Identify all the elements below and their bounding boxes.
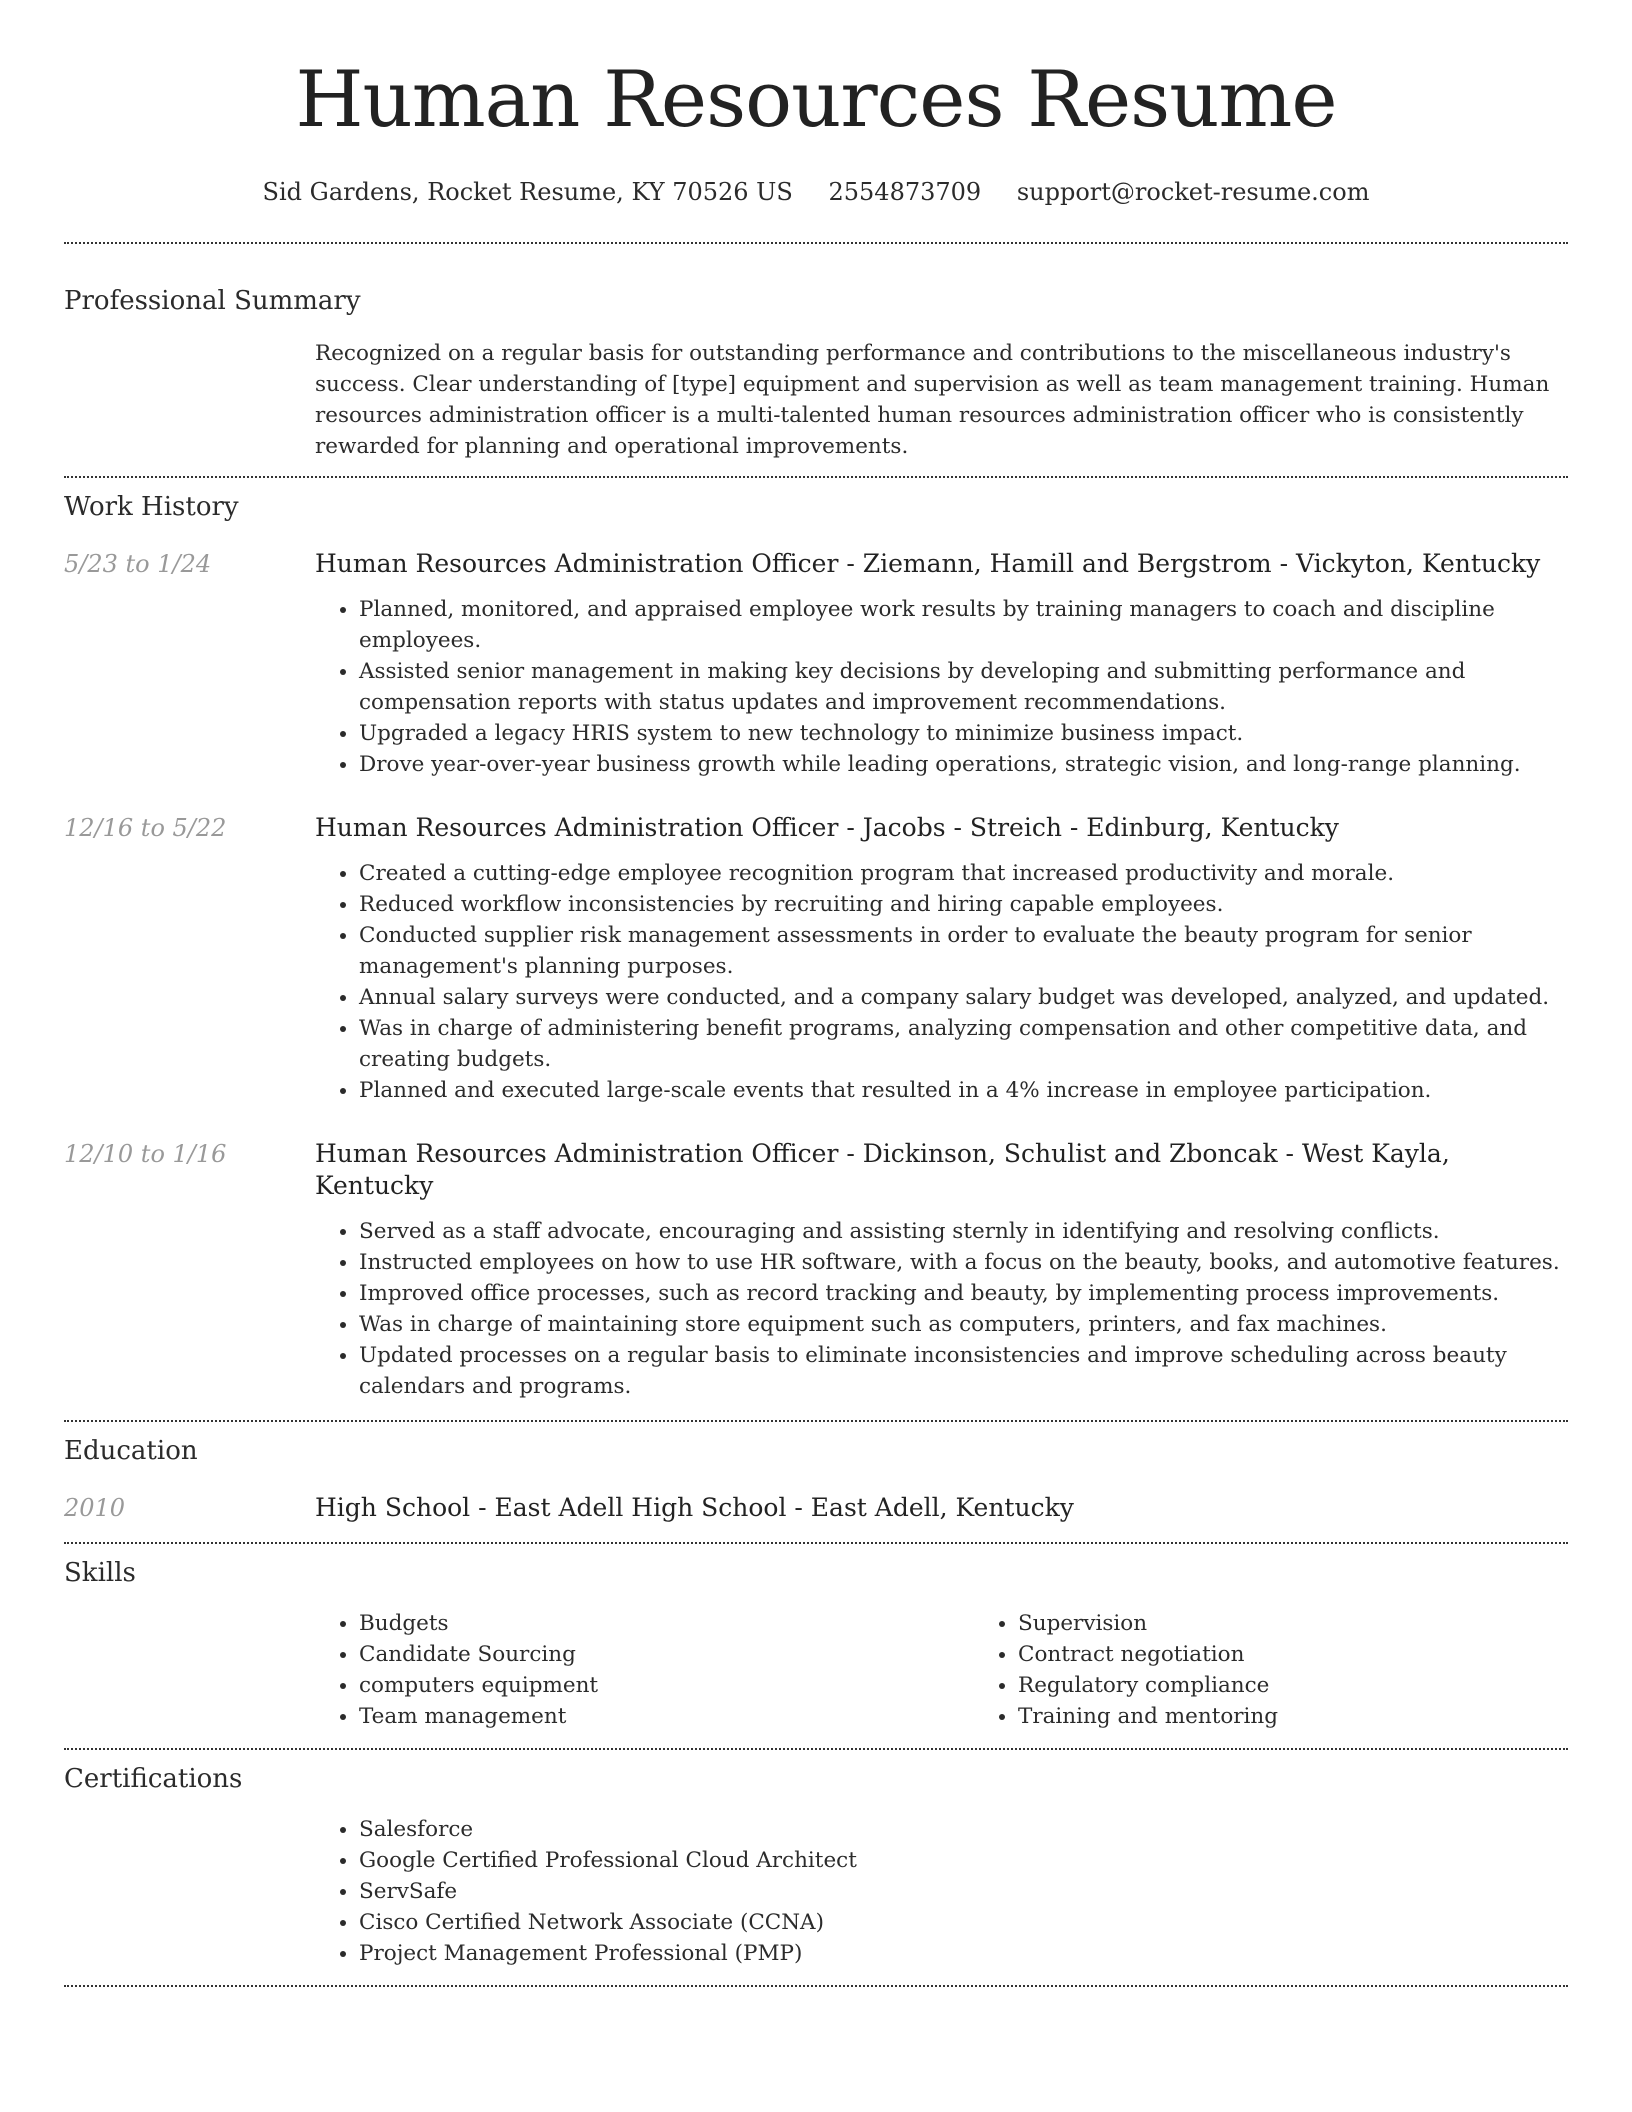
certification-item: • Project Management Professional (PMP) (359, 1938, 1568, 1969)
list-item: • Drove year-over-year business growth while leading operations, strategic vision, and long-range planning. (359, 749, 1568, 780)
skill-item: • Team management (359, 1701, 974, 1732)
divider (64, 1985, 1568, 1987)
job-title: Human Resources Administration Officer - Jacobs - Streich - Edinburg, Kentucky (315, 813, 1339, 842)
job-title: Human Resources Administration Officer - Dickinson, Schulist and Zboncak - West Kayla, Kentucky (315, 1139, 1450, 1200)
job-bullets (315, 594, 1568, 780)
summary-section (64, 284, 1568, 462)
certifications-heading: Certifications (64, 1764, 243, 1794)
list-item: • Upgraded a legacy HRIS system to new technology to minimize business impact. (359, 718, 1568, 749)
resume-title: Human Resources Resume (295, 55, 1337, 145)
skills-heading: Skills (64, 1558, 136, 1588)
skill-item: • Candidate Sourcing (359, 1639, 974, 1670)
certifications-section (64, 1762, 1568, 1969)
skills-section (64, 1556, 1568, 1732)
list-item: • Reduced workflow inconsistencies by recruiting and hiring capable employees. (359, 889, 1568, 920)
list-item: • Planned, monitored, and appraised employee work results by training managers to coach and discipline employees. (359, 594, 1568, 656)
job-entry (64, 812, 1568, 1106)
list-item: • Was in charge of maintaining store equipment such as computers, printers, and fax machines. (359, 1309, 1568, 1340)
list-item: • Updated processes on a regular basis to eliminate inconsistencies and improve scheduling across beauty calendars and programs. (359, 1340, 1568, 1402)
education-title: High School - East Adell High School - East Adell, Kentucky (315, 1493, 1074, 1522)
divider (64, 476, 1568, 478)
list-item: • Conducted supplier risk management assessments in order to evaluate the beauty program for senior management's planning purposes. (359, 920, 1568, 982)
certification-item: • Salesforce (359, 1814, 1568, 1845)
job-entry (64, 548, 1568, 780)
education-section (64, 1434, 1568, 1524)
list-item: • Was in charge of administering benefit programs, analyzing compensation and other competitive data, and creating budgets. (359, 1013, 1568, 1075)
job-title: Human Resources Administration Officer - Ziemann, Hamill and Bergstrom - Vickyton, Kentucky (315, 549, 1541, 578)
summary-heading: Professional Summary (64, 286, 361, 316)
job-dates: 5/23 to 1/24 (64, 550, 212, 578)
divider (64, 1542, 1568, 1544)
skill-item: • Supervision (1018, 1608, 1632, 1639)
job-dates: 12/10 to 1/16 (64, 1140, 227, 1168)
skills-list-right (974, 1608, 1632, 1732)
list-item: • Annual salary surveys were conducted, and a company salary budget was developed, analyzed, and updated. (359, 982, 1568, 1013)
education-heading: Education (64, 1436, 198, 1466)
contact-line (64, 176, 1568, 208)
contact-phone: 2554873709 (828, 178, 982, 206)
list-item: • Created a cutting-edge employee recognition program that increased productivity and morale. (359, 858, 1568, 889)
skill-item: • computers equipment (359, 1670, 974, 1701)
skill-item: • Budgets (359, 1608, 974, 1639)
contact-address: Sid Gardens, Rocket Resume, KY 70526 US (262, 178, 793, 206)
skill-item: • Contract negotiation (1018, 1639, 1632, 1670)
certification-item: • ServSafe (359, 1876, 1568, 1907)
job-entry (64, 1138, 1568, 1402)
list-item: • Planned and executed large-scale events that resulted in a 4% increase in employee participation. (359, 1075, 1568, 1106)
divider (64, 242, 1568, 244)
work-history-heading: Work History (64, 492, 239, 522)
list-item: • Improved office processes, such as record tracking and beauty, by implementing process improvements. (359, 1278, 1568, 1309)
job-dates: 12/16 to 5/22 (64, 814, 227, 842)
contact-email: support@rocket-resume.com (1016, 178, 1370, 206)
certifications-list (315, 1814, 1568, 1969)
education-year: 2010 (64, 1494, 126, 1522)
job-bullets (315, 858, 1568, 1106)
summary-text: Recognized on a regular basis for outstanding performance and contributions to the miscellaneous industry's success. Clear understanding of [type] equipment and supervision as well as team management training. Human resources administration officer is a multi-talented human resources administration officer who is consistently rewarded for planning and operational improvements. (315, 341, 1550, 459)
divider (64, 1420, 1568, 1422)
divider (64, 1748, 1568, 1750)
list-item: • Instructed employees on how to use HR software, with a focus on the beauty, books, and automotive features. (359, 1247, 1568, 1278)
skill-item: • Training and mentoring (1018, 1701, 1632, 1732)
work-history-section (64, 490, 1568, 1402)
certification-item: • Cisco Certified Network Associate (CCNA) (359, 1907, 1568, 1938)
skill-item: • Regulatory compliance (1018, 1670, 1632, 1701)
list-item: • Served as a staff advocate, encouraging and assisting sternly in identifying and resolving conflicts. (359, 1216, 1568, 1247)
list-item: • Assisted senior management in making key decisions by developing and submitting performance and compensation reports with status updates and improvement recommendations. (359, 656, 1568, 718)
certification-item: • Google Certified Professional Cloud Architect (359, 1845, 1568, 1876)
skills-list-left (315, 1608, 974, 1732)
job-bullets (315, 1216, 1568, 1402)
